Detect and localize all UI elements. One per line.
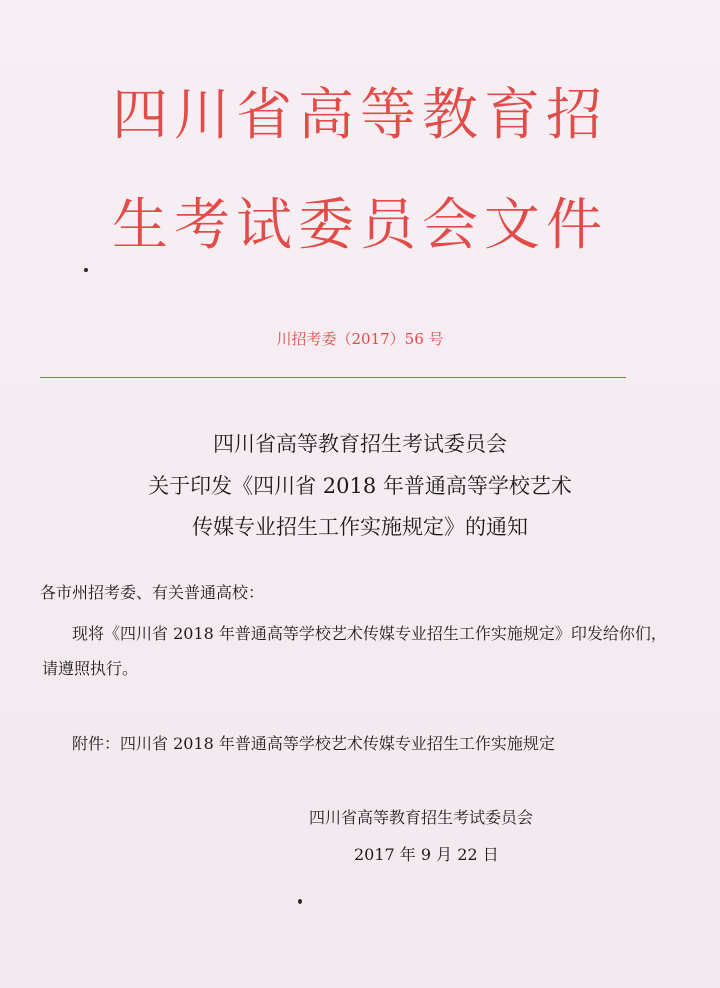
header-title-line2: 生考试委员会文件 — [112, 193, 608, 258]
notice-title-line2: 关于印发《四川省 2018 年普通高等学校艺术 — [148, 474, 572, 498]
signature-organization: 四川省高等教育招生考试委员会 — [309, 808, 534, 827]
addressee: 各市州招考委、有关普通高校： — [40, 583, 265, 602]
signature-date: 2017 年 9 月 22 日 — [354, 845, 499, 864]
scan-speck — [84, 268, 88, 272]
body-paragraph-line2: 请遵照执行。 — [42, 659, 139, 678]
scan-speck — [298, 899, 302, 904]
red-divider-line — [40, 377, 626, 378]
document-number: 川招考委（2017）56 号 — [276, 330, 444, 348]
notice-title-line3: 传媒专业招生工作实施规定》的通知 — [192, 515, 528, 539]
header-title-line1: 四川省高等教育招 — [112, 83, 608, 148]
body-paragraph-line1: 现将《四川省 2018 年普通高等学校艺术传媒专业招生工作实施规定》印发给你们， — [72, 624, 667, 643]
notice-title-line1: 四川省高等教育招生考试委员会 — [213, 432, 507, 456]
attachment-line: 附件：四川省 2018 年普通高等学校艺术传媒专业招生工作实施规定 — [72, 734, 555, 753]
